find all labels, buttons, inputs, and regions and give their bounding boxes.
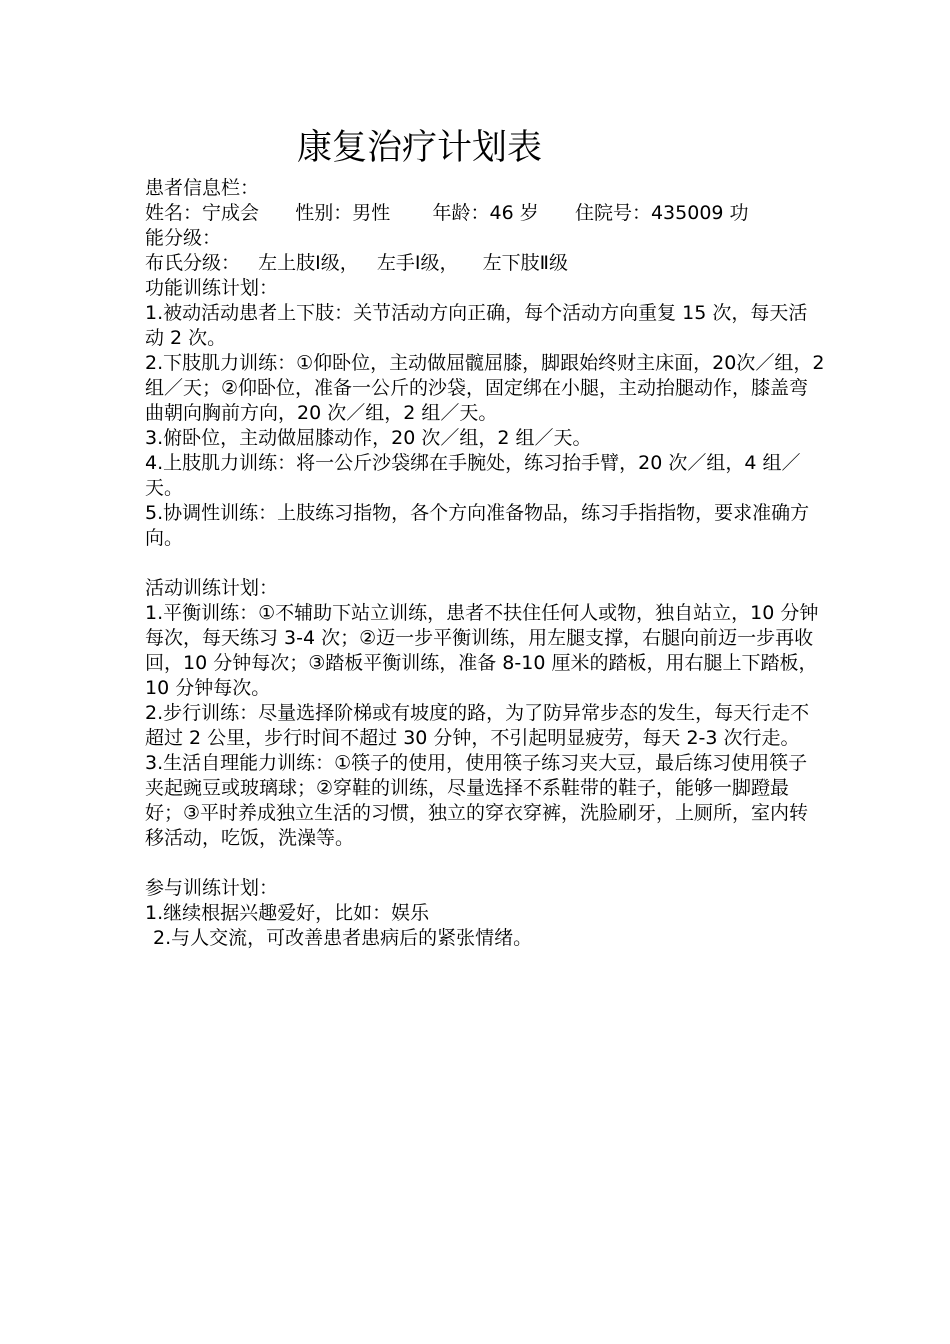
section-spacer <box>145 851 825 876</box>
participation-training-item: 2.与人交流，可改善患者患病后的紧张情绪。 <box>153 927 533 949</box>
activity-training-header: 活动训练计划： <box>145 577 279 599</box>
function-training-item: 5.协调性训练：上肢练习指物，各个方向准备物品，练习手指指物，要求准确方向。 <box>145 502 810 549</box>
section-spacer <box>145 551 825 576</box>
document-page <box>145 120 825 951</box>
participation-training-item: 1.继续根据兴趣爱好，比如：娱乐 <box>145 902 430 924</box>
function-training-item: 2.下肢肌力训练：①仰卧位，主动做屈髋屈膝，脚跟始终财主床面，20次／组，2 组／天；②仰卧位，准备一公斤的沙袋，固定绑在小腿，主动抬腿动作，膝盖弯曲朝向胸前方向，20 次／组，2 组／天。 <box>145 352 825 424</box>
activity-training-item: 3.生活自理能力训练：①筷子的使用，使用筷子练习夹大豆，最后练习使用筷子夹起豌豆或玻璃球；②穿鞋的训练，尽量选择不系鞋带的鞋子，能够一脚蹬最好；③平时养成独立生活的习惯，独立的穿衣穿裤，洗脸刷牙，上厕所，室内转移活动，吃饭，洗澡等。 <box>145 752 809 849</box>
activity-training-item: 2.步行训练：尽量选择阶梯或有坡度的路，为了防异常步态的发生，每天行走不超过 2 公里，步行时间不超过 30 分钟，不引起明显疲劳，每天 2-3 次行走。 <box>145 702 810 749</box>
patient-info-header: 患者信息栏： <box>145 177 260 199</box>
function-training-item: 1.被动活动患者上下肢：关节活动方向正确，每个活动方向重复 15 次，每天活动 2 次。 <box>145 302 808 349</box>
brunnstrom-grade-line: 布氏分级： 左上肢Ⅰ级， 左手Ⅰ级， 左下肢Ⅱ级 <box>145 252 568 274</box>
function-training-item: 3.俯卧位，主动做屈膝动作，20 次／组，2 组／天。 <box>145 427 592 449</box>
function-training-item: 4.上肢肌力训练：将一公斤沙袋绑在手腕处，练习抬手臂，20 次／组，4 组／天。 <box>145 452 801 499</box>
patient-info-line: 姓名：宁成会 性别：男性 年龄：46 岁 住院号：435009 功 <box>145 202 749 224</box>
function-training-header: 功能训练计划： <box>145 277 279 299</box>
participation-training-header: 参与训练计划： <box>145 877 279 899</box>
activity-training-item: 1.平衡训练：①不辅助下站立训练，患者不扶住任何人或物，独自站立，10 分钟每次，每天练习 3-4 次；②迈一步平衡训练，用左腿支撑，右腿向前迈一步再收回，10 分钟每次；③踏板平衡训练，准备 8-10 厘米的踏板，用右腿上下踏板，10 分钟每次。 <box>145 602 819 699</box>
document-title: 康复治疗计划表 <box>297 128 543 168</box>
function-grade-header: 能分级： <box>145 227 222 249</box>
